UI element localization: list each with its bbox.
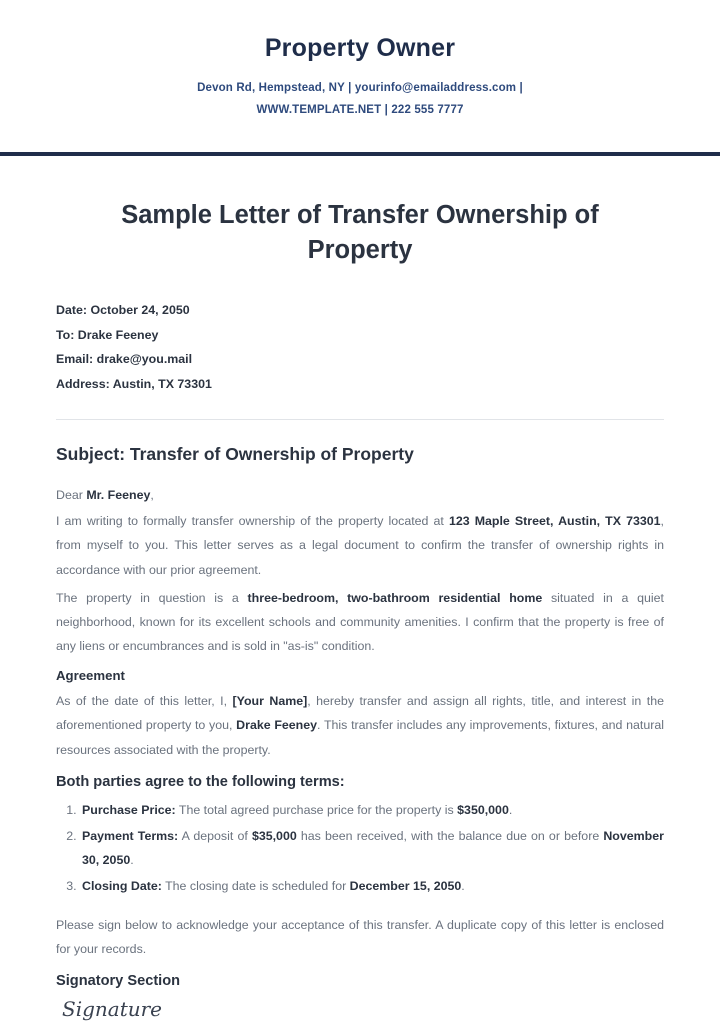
list-item <box>80 824 664 872</box>
letter-meta <box>56 298 664 397</box>
salutation-prefix: Dear <box>56 487 87 502</box>
separator-icon: | <box>519 82 523 94</box>
paragraph-agreement <box>56 689 664 762</box>
meta-email <box>56 347 664 372</box>
company-phone: 222 555 7777 <box>391 104 464 117</box>
meta-address <box>56 372 664 397</box>
property-description: three-bedroom, two-bathroom residential home <box>247 590 543 605</box>
subject-line: Subject: Transfer of Ownership of Property <box>56 443 414 464</box>
meta-recipient <box>56 323 664 348</box>
meta-to-label: To: <box>56 327 75 342</box>
paragraph-property-part1: The property in question is a <box>56 590 248 605</box>
meta-date-value: October 24, 2050 <box>90 302 190 317</box>
salutation-name: Mr. Feeney <box>86 487 151 502</box>
paragraph-agreement-part1: As of the date of this letter, I, <box>56 694 233 709</box>
term-text-before: The closing date is scheduled for <box>161 879 350 894</box>
paragraph-intro <box>56 509 664 582</box>
page-title: Sample Letter of Transfer Ownership of Property <box>121 200 599 264</box>
contact-line-1 <box>60 77 660 99</box>
terms-list <box>56 798 664 899</box>
salutation-suffix: , <box>150 487 154 502</box>
term-text-mid: has been received, with the balance due on or before <box>296 829 604 843</box>
signatory-heading: Signatory Section <box>56 972 181 989</box>
term-label: Payment Terms: <box>82 829 179 843</box>
term-value: $350,000 <box>457 802 509 817</box>
contact-line-2 <box>60 99 660 121</box>
meta-email-value: drake@you.mail <box>96 352 193 367</box>
list-item <box>80 798 664 822</box>
letterhead <box>0 0 720 136</box>
paragraph-intro-part1: I am writing to formally transfer ownership of the property located at <box>56 514 449 529</box>
term-text-after: . <box>508 802 513 817</box>
paragraph-agreement-part3: . This transfer includes any improvements, fixtures, and natural resources associated with the property. <box>56 718 664 757</box>
agreement-heading: Agreement <box>56 668 125 684</box>
term-text-before: The total agreed purchase price for the property is <box>175 802 458 817</box>
your-name-placeholder: [Your Name] <box>232 694 308 709</box>
meta-email-label: Email: <box>56 352 94 367</box>
term-text-after: . <box>461 879 465 894</box>
document-body <box>0 198 720 1021</box>
meta-to-value: Drake Feeney <box>77 327 159 342</box>
separator-icon: | <box>348 82 352 94</box>
separator-icon: | <box>384 104 389 117</box>
header-divider <box>0 152 720 156</box>
paragraph-property-part2: situated in a quiet neighborhood, known for its excellent schools and community amenities. I confirm that the property is free of any liens or encumbrances and is sold in "as-is" condition. <box>56 590 664 654</box>
meta-address-label: Address: <box>56 377 110 392</box>
meta-date-label: Date: <box>56 302 87 317</box>
terms-heading: Both parties agree to the following terms: <box>56 773 345 790</box>
term-value: December 15, 2050 <box>349 879 462 894</box>
term-label: Purchase Price: <box>82 802 176 817</box>
meta-date <box>56 298 664 323</box>
paragraph-property <box>56 586 664 659</box>
signature-image: Signature <box>62 996 163 1021</box>
company-email[interactable]: yourinfo@emailaddress.com <box>354 82 517 94</box>
company-name: Property Owner <box>264 34 456 62</box>
list-item <box>80 874 664 898</box>
company-address: Devon Rd, Hempstead, NY <box>197 82 345 94</box>
company-website[interactable]: WWW.TEMPLATE.NET <box>256 104 382 117</box>
closing-paragraph: Please sign below to acknowledge your acceptance of this transfer. A duplicate copy of this letter is enclosed for your records. <box>56 917 664 956</box>
section-divider <box>56 419 664 420</box>
term-label: Closing Date: <box>82 879 162 894</box>
term-value: $35,000 <box>251 829 297 843</box>
term-text-after: . <box>130 853 134 868</box>
term-text-before: A deposit of <box>178 829 252 843</box>
transferee-name: Drake Feeney <box>236 718 318 733</box>
paragraph-intro-part2: , from myself to you. This letter serves as a legal document to confirm the transfer of ownership rights in accordance with our prior agreement. <box>56 514 664 577</box>
property-address: 123 Maple Street, Austin, TX 73301 <box>448 514 661 529</box>
meta-address-value: Austin, TX 73301 <box>112 377 212 392</box>
paragraph-agreement-part2: , hereby transfer and assign all rights, title, and interest in the aforementioned property to you, <box>56 694 664 733</box>
term-value-secondary: November 30, 2050 <box>82 829 664 868</box>
salutation <box>56 483 664 507</box>
